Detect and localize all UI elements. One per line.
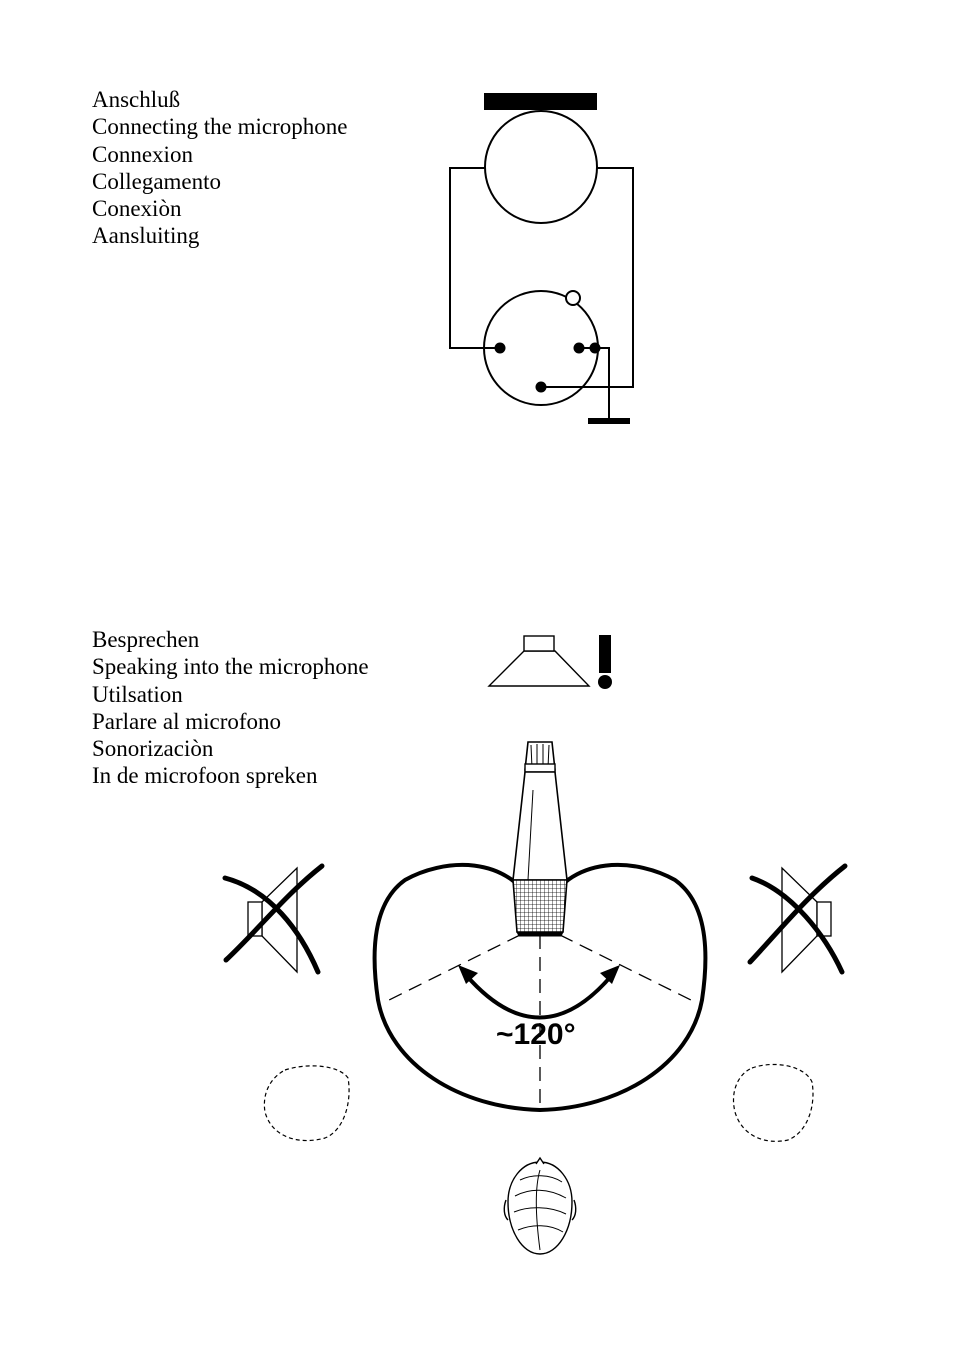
- capsule-top-bar: [484, 93, 597, 110]
- connection-label-fr: Connexion: [92, 141, 193, 167]
- monitor-speaker-icon: [489, 636, 589, 686]
- pin-1: [495, 343, 506, 354]
- speaking-label-fr: Utilsation: [92, 681, 183, 707]
- xlr-connector-wiring-icon: [450, 93, 633, 424]
- speaking-label-en: Speaking into the microphone: [92, 654, 369, 680]
- connection-label-en: Connecting the microphone: [92, 114, 348, 140]
- speaking-label-de: Besprechen: [92, 627, 200, 652]
- head-top-view-icon: [504, 1158, 575, 1254]
- crossed-out-speaker-icon: [225, 866, 322, 972]
- capsule-circle: [485, 111, 597, 223]
- pin-ground: [590, 343, 601, 354]
- speaking-label-it: Parlare al microfono: [92, 708, 282, 734]
- connection-label-de: Anschluß: [92, 87, 181, 112]
- ground-wire: [579, 348, 609, 420]
- speaking-label-es: Sonorizaciòn: [92, 736, 214, 762]
- off-axis-head-icon: [264, 1064, 813, 1141]
- pin-2: [574, 343, 585, 354]
- crossed-out-speaker-icon: [750, 866, 845, 972]
- angle-label: ~120°: [496, 1018, 576, 1051]
- speaking-label-nl: In de microfoon spreken: [92, 763, 318, 789]
- connection-label-es: Conexiòn: [92, 196, 182, 222]
- microphone-icon: [513, 742, 567, 936]
- angle-arc-arrow: [458, 965, 620, 1018]
- connection-label-nl: Aansluiting: [92, 223, 200, 249]
- xlr-key-notch: [566, 291, 580, 305]
- pin-3: [536, 382, 547, 393]
- wire-right: [541, 168, 633, 387]
- ground-symbol: [588, 418, 630, 424]
- exclamation-icon: [598, 635, 612, 689]
- connection-label-it: Collegamento: [92, 168, 222, 194]
